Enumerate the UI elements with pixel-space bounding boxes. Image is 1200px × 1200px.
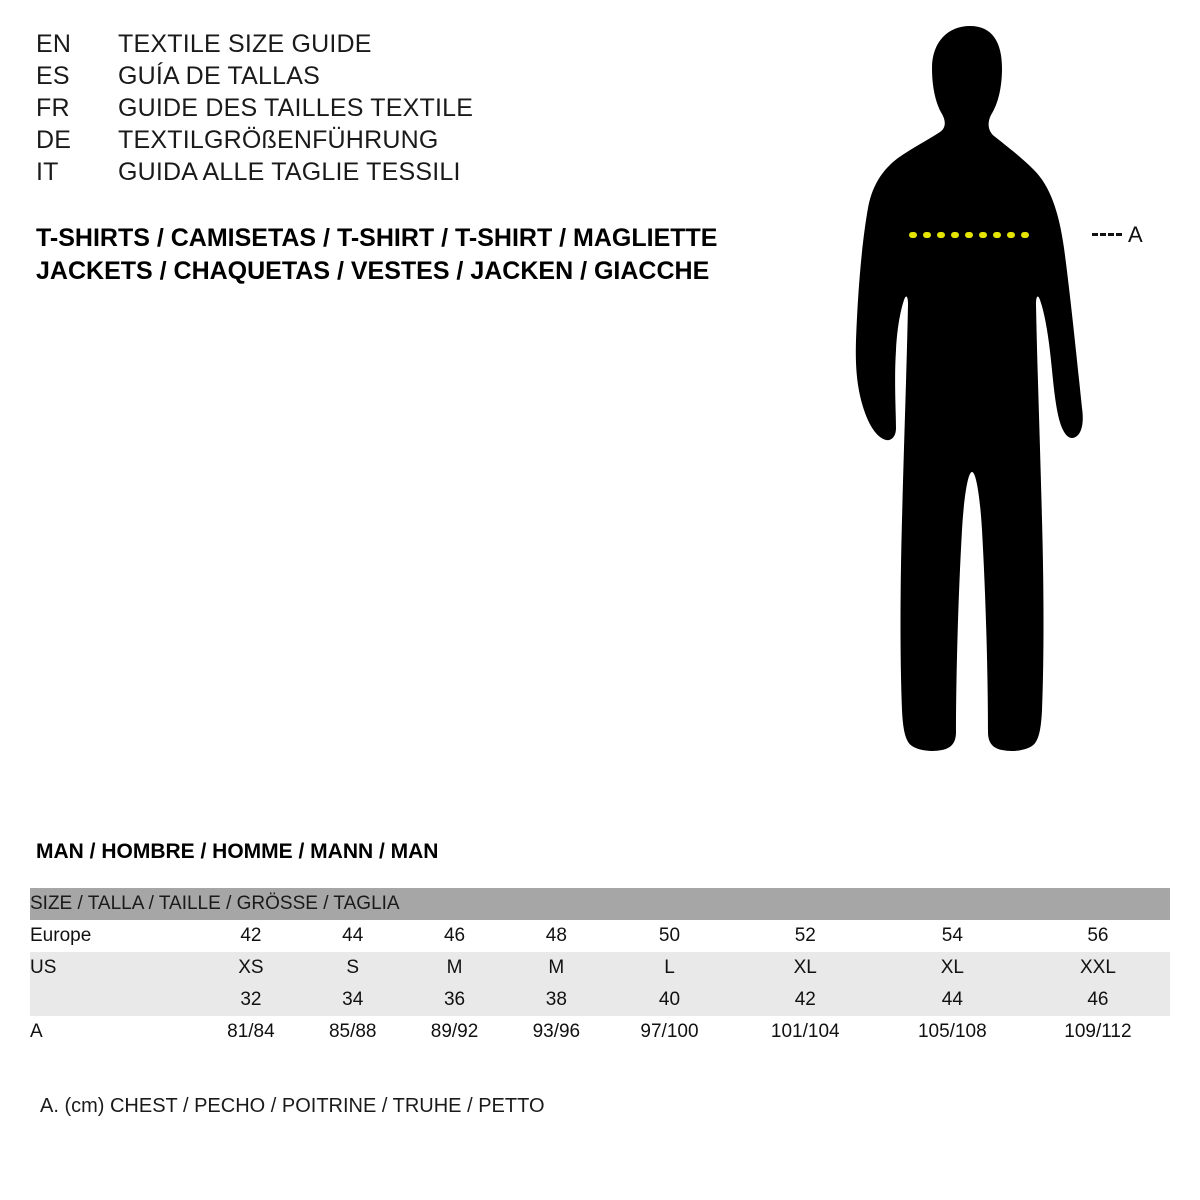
language-code: ES (36, 62, 70, 90)
language-code: DE (36, 126, 72, 154)
section-title-man: MAN / HOMBRE / HOMME / MANN / MAN (36, 840, 439, 863)
language-code: IT (36, 158, 59, 186)
table-cell: 32 (200, 984, 302, 1016)
table-cell: 44 (879, 984, 1026, 1016)
row-label: US (30, 952, 200, 984)
table-cell: XL (879, 952, 1026, 984)
table-cell: S (302, 952, 404, 984)
table-cell: 109/112 (1026, 1016, 1170, 1048)
row-label: A (30, 1016, 200, 1048)
table-cell: 56 (1026, 920, 1170, 952)
table-header-row (30, 888, 1170, 920)
table-cell: 97/100 (607, 1016, 731, 1048)
measure-leader-line (1092, 233, 1122, 236)
language-text: TEXTILGRÖßENFÜHRUNG (118, 126, 439, 154)
table-cell: 34 (302, 984, 404, 1016)
language-row (36, 158, 796, 190)
language-text: GUÍA DE TALLAS (118, 62, 320, 90)
table-cell: XL (732, 952, 879, 984)
table-cell: 101/104 (732, 1016, 879, 1048)
table-cell: 50 (607, 920, 731, 952)
table-cell: 89/92 (404, 1016, 506, 1048)
male-silhouette-icon (820, 20, 1180, 800)
row-label: Europe (30, 920, 200, 952)
body-figure (820, 20, 1180, 800)
language-text: TEXTILE SIZE GUIDE (118, 30, 372, 58)
table-cell: M (505, 952, 607, 984)
language-row (36, 94, 796, 126)
table-row (30, 952, 1170, 984)
table-cell: 40 (607, 984, 731, 1016)
table-cell: 44 (302, 920, 404, 952)
table-cell: 81/84 (200, 1016, 302, 1048)
language-text: GUIDA ALLE TAGLIE TESSILI (118, 158, 461, 186)
measure-label-a: A (1128, 222, 1143, 247)
table-cell: 52 (732, 920, 879, 952)
language-list (36, 30, 796, 190)
table-cell: L (607, 952, 731, 984)
category-line: JACKETS / CHAQUETAS / VESTES / JACKEN / GIACCHE (36, 257, 710, 285)
language-row (36, 30, 796, 62)
table-cell: 42 (200, 920, 302, 952)
table-cell: 85/88 (302, 1016, 404, 1048)
table-cell: 48 (505, 920, 607, 952)
table-cell: XXL (1026, 952, 1170, 984)
table-row (30, 1016, 1170, 1048)
category-list (36, 222, 717, 288)
language-code: FR (36, 94, 70, 122)
table-cell: 105/108 (879, 1016, 1026, 1048)
table-header-label: SIZE / TALLA / TAILLE / GRÖSSE / TAGLIA (30, 888, 1170, 920)
table-cell: 38 (505, 984, 607, 1016)
table-cell: 42 (732, 984, 879, 1016)
table-row (30, 984, 1170, 1016)
table-cell: 46 (404, 920, 506, 952)
table-cell: 54 (879, 920, 1026, 952)
category-line: T-SHIRTS / CAMISETAS / T-SHIRT / T-SHIRT / MAGLIETTE (36, 224, 718, 252)
size-table (30, 888, 1170, 1048)
row-label (30, 984, 200, 1016)
language-row (36, 126, 796, 158)
footnote: A. (cm) CHEST / PECHO / POITRINE / TRUHE / PETTO (40, 1095, 545, 1117)
table-cell: M (404, 952, 506, 984)
language-text: GUIDE DES TAILLES TEXTILE (118, 94, 474, 122)
table-cell: 93/96 (505, 1016, 607, 1048)
table-cell: XS (200, 952, 302, 984)
table-cell: 46 (1026, 984, 1170, 1016)
table-cell: 36 (404, 984, 506, 1016)
language-row (36, 62, 796, 94)
table-row (30, 920, 1170, 952)
language-code: EN (36, 30, 72, 58)
